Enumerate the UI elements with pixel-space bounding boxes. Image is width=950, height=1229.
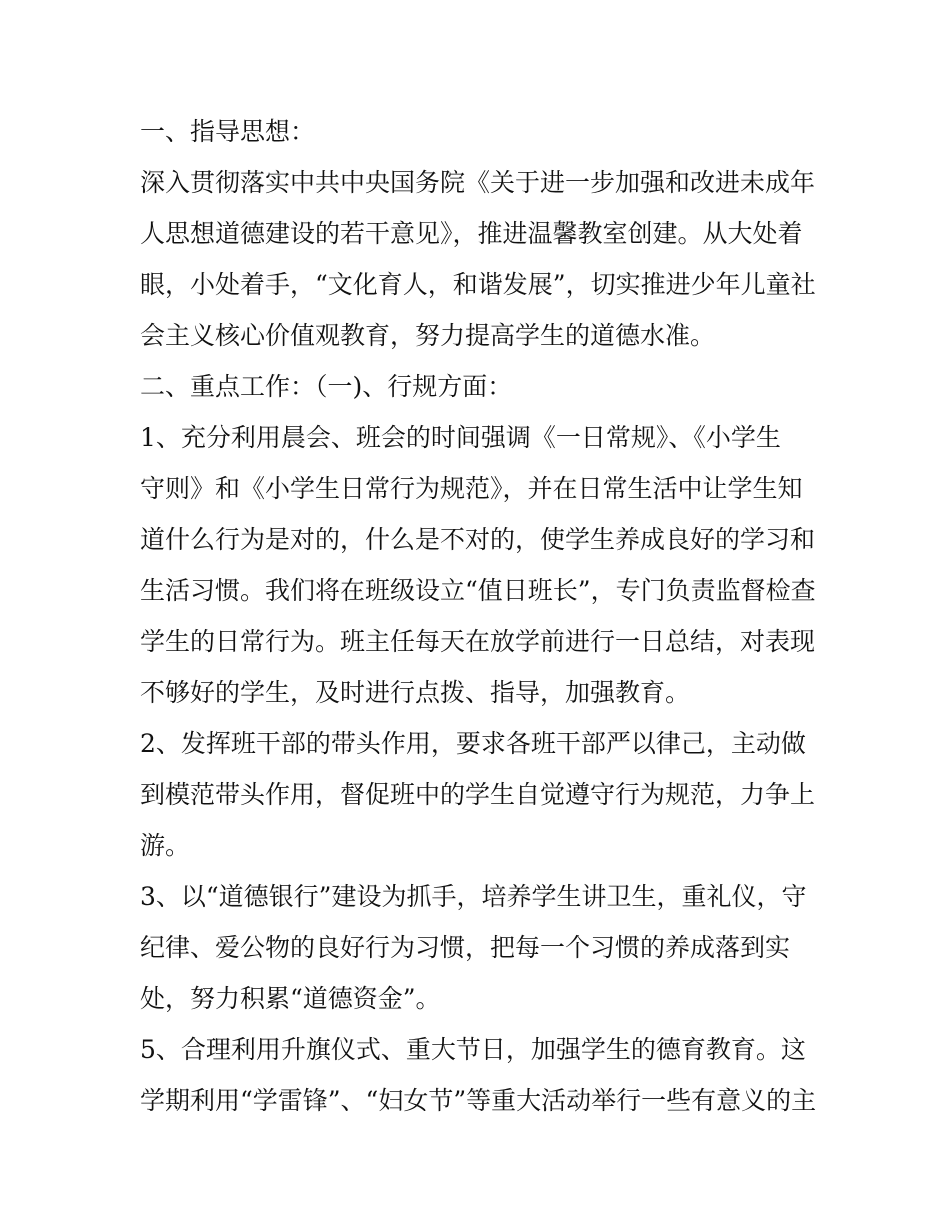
section-heading-key-work: 二、重点工作：（一)、行规方面： — [140, 372, 513, 401]
list-item-1-line: 学生的日常行为。班主任每天在放学前进行一日总结，对表现 — [140, 627, 816, 656]
list-item-2-line: 游。 — [140, 831, 191, 860]
list-item-1-line: 不够好的学生，及时进行点拨、指导，加强教育。 — [140, 678, 691, 707]
list-item-3-line: 纪律、爱公物的良好行为习惯，把每一个习惯的养成落到实 — [140, 933, 791, 962]
paragraph-line: 人思想道德建设的若干意见》，推进温馨教室创建。从大处着 — [140, 219, 803, 248]
list-item-3-line: 3、以“道德银行”建设为抓手，培养学生讲卫生，重礼仪，守 — [140, 882, 807, 911]
list-item-5-line: 学期利用“学雷锋”、“妇女节”等重大活动举行一些有意义的主 — [140, 1086, 817, 1115]
paragraph-line: 眼，小处着手，“文化育人，和谐发展”，切实推进少年儿童社 — [140, 270, 816, 299]
list-item-1-line: 1、充分利用晨会、班会的时间强调《一日常规》、《小学生 — [140, 423, 781, 452]
paragraph-line: 深入贯彻落实中共中央国务院《关于进一步加强和改进未成年 — [140, 168, 816, 197]
paragraph-line: 会主义核心价值观教育，努力提高学生的道德水准。 — [140, 321, 716, 350]
list-item-1-line: 守则》和《小学生日常行为规范》，并在日常生活中让学生知 — [140, 474, 803, 503]
list-item-1-line: 生活习惯。我们将在班级设立“值日班长”，专门负责监督检查 — [140, 576, 816, 605]
document-body — [140, 106, 820, 1126]
list-item-5-line: 5、合理利用升旗仪式、重大节日，加强学生的德育教育。这 — [140, 1035, 806, 1064]
section-heading-guiding-ideology: 一、指导思想： — [140, 117, 316, 146]
list-item-3-line: 处，努力积累“道德资金”。 — [140, 984, 441, 1013]
list-item-2-line: 2、发挥班干部的带头作用，要求各班干部严以律己，主动做 — [140, 729, 806, 758]
list-item-2-line: 到模范带头作用，督促班中的学生自觉遵守行为规范，力争上 — [140, 780, 816, 809]
list-item-1-line: 道什么行为是对的，什么是不对的，使学生养成良好的学习和 — [140, 525, 816, 554]
